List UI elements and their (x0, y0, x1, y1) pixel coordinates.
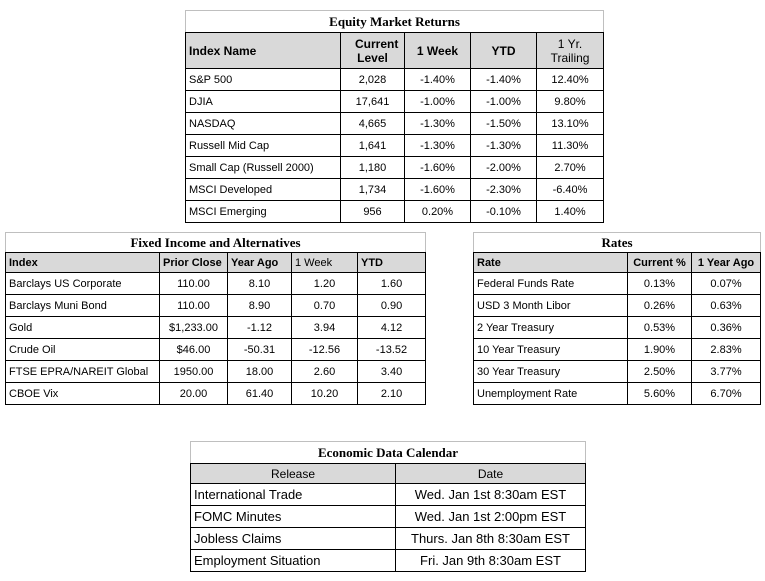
cell: -2.30% (471, 179, 537, 201)
fixed-header-ytd: YTD (358, 253, 426, 273)
cell: 1.90% (628, 339, 692, 361)
cell: 12.40% (537, 69, 604, 91)
cell: MSCI Developed (186, 179, 341, 201)
table-row (474, 317, 761, 339)
cell: 0.36% (692, 317, 761, 339)
cell: 30 Year Treasury (474, 361, 628, 383)
cell: 1,734 (341, 179, 405, 201)
cell: 2.83% (692, 339, 761, 361)
cell: Employment Situation (191, 550, 396, 572)
table-row (186, 135, 604, 157)
table-row (186, 91, 604, 113)
fixed-income-title: Fixed Income and Alternatives (6, 233, 426, 253)
cell: Crude Oil (6, 339, 160, 361)
table-row (186, 201, 604, 223)
cell: Russell Mid Cap (186, 135, 341, 157)
cell: Wed. Jan 1st 8:30am EST (396, 484, 586, 506)
cell: 17,641 (341, 91, 405, 113)
table-row (191, 484, 586, 506)
cell: -12.56 (292, 339, 358, 361)
cell: NASDAQ (186, 113, 341, 135)
rates-body (474, 273, 761, 405)
cell: -1.12 (228, 317, 292, 339)
table-row (6, 295, 426, 317)
cell: MSCI Emerging (186, 201, 341, 223)
calendar-header-release: Release (191, 464, 396, 484)
table-row (6, 317, 426, 339)
cell: -1.40% (405, 69, 471, 91)
table-row (6, 339, 426, 361)
cell: 2 Year Treasury (474, 317, 628, 339)
cell: 1.60 (358, 273, 426, 295)
cell: 2.70% (537, 157, 604, 179)
table-row (186, 113, 604, 135)
cell: 0.90 (358, 295, 426, 317)
equity-header-trailing: 1 Yr. Trailing (537, 33, 604, 69)
cell: 11.30% (537, 135, 604, 157)
cell: FTSE EPRA/NAREIT Global (6, 361, 160, 383)
table-row (474, 273, 761, 295)
cell: 10 Year Treasury (474, 339, 628, 361)
cell: 6.70% (692, 383, 761, 405)
calendar-body (191, 484, 586, 572)
table-row (6, 273, 426, 295)
fixed-income-body (6, 273, 426, 405)
cell: 0.13% (628, 273, 692, 295)
cell: Thurs. Jan 8th 8:30am EST (396, 528, 586, 550)
cell: 10.20 (292, 383, 358, 405)
cell: 5.60% (628, 383, 692, 405)
cell: 0.07% (692, 273, 761, 295)
fixed-income-table (5, 232, 426, 405)
fixed-header-index: Index (6, 253, 160, 273)
table-row (6, 383, 426, 405)
fixed-header-prior-close: Prior Close (160, 253, 228, 273)
cell: 3.94 (292, 317, 358, 339)
calendar-table (190, 441, 586, 572)
cell: 0.63% (692, 295, 761, 317)
cell: -1.60% (405, 179, 471, 201)
rates-title: Rates (474, 233, 761, 253)
cell: 1.20 (292, 273, 358, 295)
cell: 1950.00 (160, 361, 228, 383)
cell: 61.40 (228, 383, 292, 405)
rates-header-current: Current % (628, 253, 692, 273)
fixed-header-year-ago: Year Ago (228, 253, 292, 273)
table-row (186, 179, 604, 201)
table-row (474, 383, 761, 405)
cell: 0.26% (628, 295, 692, 317)
cell: Unemployment Rate (474, 383, 628, 405)
cell: 20.00 (160, 383, 228, 405)
equity-header-index: Index Name (186, 33, 341, 69)
cell: CBOE Vix (6, 383, 160, 405)
cell: 110.00 (160, 295, 228, 317)
table-row (474, 295, 761, 317)
cell: -1.40% (471, 69, 537, 91)
cell: -1.00% (471, 91, 537, 113)
cell: 0.53% (628, 317, 692, 339)
table-row (474, 361, 761, 383)
equity-body (186, 69, 604, 223)
cell: Fri. Jan 9th 8:30am EST (396, 550, 586, 572)
equity-panel (185, 10, 603, 223)
table-row (474, 339, 761, 361)
cell: 2.10 (358, 383, 426, 405)
equity-header-level: Current Level (341, 33, 405, 69)
fixed-header-week: 1 Week (292, 253, 358, 273)
table-row (191, 506, 586, 528)
cell: Jobless Claims (191, 528, 396, 550)
rates-panel (473, 232, 760, 405)
calendar-panel (190, 441, 585, 572)
cell: -0.10% (471, 201, 537, 223)
cell: 0.70 (292, 295, 358, 317)
cell: Barclays US Corporate (6, 273, 160, 295)
cell: 3.40 (358, 361, 426, 383)
cell: Barclays Muni Bond (6, 295, 160, 317)
rates-header-year-ago: 1 Year Ago (692, 253, 761, 273)
cell: Wed. Jan 1st 2:00pm EST (396, 506, 586, 528)
cell: 4.12 (358, 317, 426, 339)
cell: -1.30% (471, 135, 537, 157)
cell: -13.52 (358, 339, 426, 361)
cell: -2.00% (471, 157, 537, 179)
cell: 3.77% (692, 361, 761, 383)
cell: 8.10 (228, 273, 292, 295)
cell: 2,028 (341, 69, 405, 91)
table-row (186, 69, 604, 91)
cell: 2.60 (292, 361, 358, 383)
cell: USD 3 Month Libor (474, 295, 628, 317)
cell: -50.31 (228, 339, 292, 361)
cell: 18.00 (228, 361, 292, 383)
cell: Gold (6, 317, 160, 339)
cell: -1.60% (405, 157, 471, 179)
calendar-title: Economic Data Calendar (191, 442, 586, 464)
cell: S&P 500 (186, 69, 341, 91)
cell: 4,665 (341, 113, 405, 135)
cell: -1.00% (405, 91, 471, 113)
cell: -1.30% (405, 113, 471, 135)
cell: International Trade (191, 484, 396, 506)
equity-table (185, 10, 604, 223)
cell: 0.20% (405, 201, 471, 223)
equity-header-ytd: YTD (471, 33, 537, 69)
fixed-income-panel (5, 232, 425, 405)
cell: -1.50% (471, 113, 537, 135)
cell: FOMC Minutes (191, 506, 396, 528)
cell: 9.80% (537, 91, 604, 113)
cell: -6.40% (537, 179, 604, 201)
cell: DJIA (186, 91, 341, 113)
cell: Small Cap (Russell 2000) (186, 157, 341, 179)
table-row (6, 361, 426, 383)
equity-header-week: 1 Week (405, 33, 471, 69)
cell: -1.30% (405, 135, 471, 157)
cell: 1,180 (341, 157, 405, 179)
cell: 110.00 (160, 273, 228, 295)
rates-table (473, 232, 761, 405)
cell: $46.00 (160, 339, 228, 361)
cell: 8.90 (228, 295, 292, 317)
cell: 2.50% (628, 361, 692, 383)
cell: 1,641 (341, 135, 405, 157)
cell: 956 (341, 201, 405, 223)
table-row (191, 528, 586, 550)
calendar-header-date: Date (396, 464, 586, 484)
cell: $1,233.00 (160, 317, 228, 339)
cell: 1.40% (537, 201, 604, 223)
cell: 13.10% (537, 113, 604, 135)
cell: Federal Funds Rate (474, 273, 628, 295)
rates-header-rate: Rate (474, 253, 628, 273)
equity-title: Equity Market Returns (186, 11, 604, 33)
table-row (186, 157, 604, 179)
table-row (191, 550, 586, 572)
